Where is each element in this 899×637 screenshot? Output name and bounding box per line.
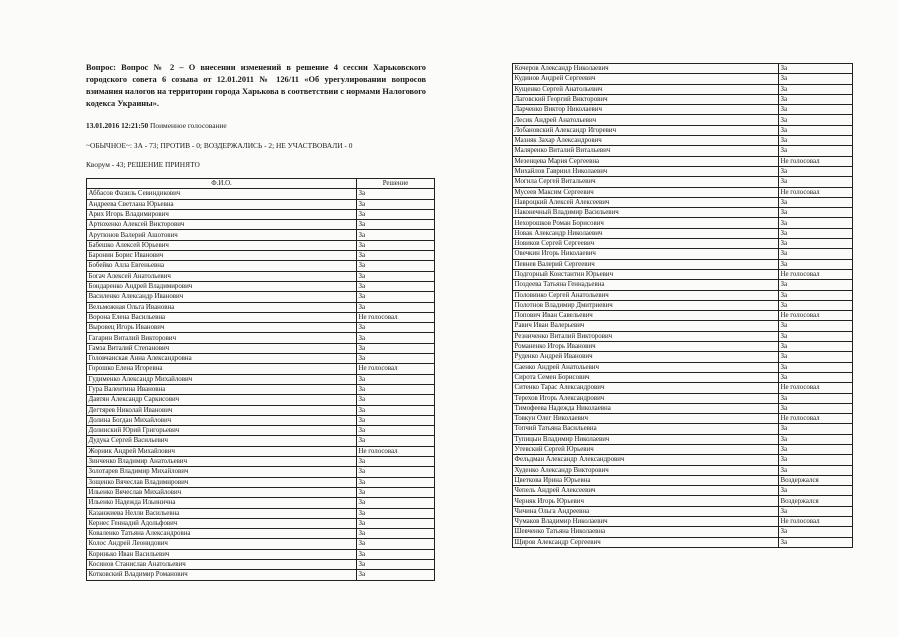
vote-decision: За [779,486,853,496]
vote-decision: Воздержался [779,496,853,506]
vote-decision: За [779,331,853,341]
deputy-name: Гудименко Александр Михайлович [87,374,357,384]
table-row [513,444,853,454]
table-row [87,199,435,209]
vote-decision: За [779,290,853,300]
table-row [513,136,853,146]
vote-decision: За [357,436,435,446]
quorum-result: Кворум - 43; РЕШЕНИЕ ПРИНЯТО [86,160,200,169]
table-row [87,209,435,219]
table-row [87,333,435,343]
deputy-name: Мазняк Захар Александрович [513,136,779,146]
vote-decision: За [779,300,853,310]
table-row [87,549,435,559]
table-row [513,517,853,527]
table-row [87,487,435,497]
vote-decision: За [357,343,435,353]
vote-decision: Не голосовал [779,269,853,279]
vote-decision: За [357,559,435,569]
deputy-name: Ильенко Вячеслав Михайлович [87,487,357,497]
deputy-name: Горошко Елена Игоревна [87,364,357,374]
vote-decision: За [357,426,435,436]
vote-decision: За [357,570,435,580]
vote-decision: За [357,189,435,199]
table-row [513,259,853,269]
table-row [513,74,853,84]
table-row [513,280,853,290]
table-row [513,362,853,372]
vote-decision: За [357,199,435,209]
table-row [87,539,435,549]
table-row [513,94,853,104]
deputy-name: Могила Сергей Витальевич [513,177,779,187]
deputy-name: Баронин Борис Иванович [87,251,357,261]
vote-decision: За [357,395,435,405]
table-row [513,105,853,115]
vote-decision: За [779,125,853,135]
table-row [513,342,853,352]
deputy-name: Кущенко Сергей Анатольевич [513,84,779,94]
deputy-name: Половинко Сергей Анатольевич [513,290,779,300]
vote-decision: Не голосовал [779,517,853,527]
table-row [87,302,435,312]
table-row [513,372,853,382]
deputy-name: Василенко Александр Иванович [87,292,357,302]
vote-decision: Не голосовал [357,312,435,322]
vote-decision: За [357,230,435,240]
vote-decision: За [357,405,435,415]
vote-type: Поименное голосование [148,121,227,130]
left-vote-table [86,178,435,581]
deputy-name: Гагарин Виталий Викторович [87,333,357,343]
vote-decision: За [779,321,853,331]
deputy-name: Навроцкий Алексей Алексеевич [513,197,779,207]
vote-decision: За [357,251,435,261]
vote-decision: За [357,539,435,549]
vote-decision: За [357,209,435,219]
deputy-name: Чепель Андрей Алексеевич [513,486,779,496]
vote-decision: За [779,280,853,290]
table-row [87,467,435,477]
deputy-name: Маляренко Виталий Витальевич [513,146,779,156]
table-header-row [87,179,435,189]
vote-decision: За [779,197,853,207]
deputy-name: Чумаков Владимир Николаевич [513,517,779,527]
vote-decision: Не голосовал [357,364,435,374]
table-row [87,364,435,374]
deputy-name: Худенко Александр Викторович [513,465,779,475]
vote-decision: За [779,506,853,516]
deputy-name: Аббасов Фазиль Севиндикович [87,189,357,199]
table-row [87,271,435,281]
deputy-name: Котковский Владимир Романович [87,570,357,580]
deputy-name: Гура Валентина Ивановна [87,384,357,394]
vote-decision: За [779,136,853,146]
table-row [87,457,435,467]
table-row [513,486,853,496]
deputy-name: Золотарев Владимир Михайлович [87,467,357,477]
deputy-name: Зощенко Вячеслав Владимирович [87,477,357,487]
right-table-body [513,64,853,548]
table-row [87,508,435,518]
table-row [87,436,435,446]
deputy-name: Ситенко Тарас Александрович [513,383,779,393]
deputy-name: Головчанская Анна Александровна [87,354,357,364]
vote-decision: За [779,208,853,218]
deputy-name: Мезенцева Мария Сергеевна [513,156,779,166]
deputy-name: Кудинов Андрей Сергеевич [513,74,779,84]
deputy-name: Казанжиева Нелли Васильевна [87,508,357,518]
deputy-name: Лесик Андрей Анатольевич [513,115,779,125]
vote-decision: За [779,146,853,156]
vote-decision: За [357,498,435,508]
vote-decision: За [357,261,435,271]
deputy-name: Щиров Александр Сергеевич [513,537,779,547]
deputy-name: Попович Иван Савельевич [513,311,779,321]
table-row [513,125,853,135]
deputy-name: Михайлов Гавриил Николаевич [513,166,779,176]
vote-decision: За [357,467,435,477]
table-row [513,383,853,393]
vote-decision: За [779,64,853,74]
deputy-name: Зинченко Владимир Анатольевич [87,457,357,467]
table-row [513,300,853,310]
deputy-name: Вельможная Ольга Ивановна [87,302,357,312]
vote-decision: Не голосовал [779,311,853,321]
vote-decision: За [779,105,853,115]
vote-decision: За [357,487,435,497]
vote-decision: За [357,333,435,343]
table-row [513,321,853,331]
deputy-name: Долинский Юрий Григорьевич [87,426,357,436]
right-vote-table [512,63,853,548]
table-row [87,374,435,384]
deputy-name: Долина Богдан Михайлович [87,415,357,425]
deputy-name: Ворона Елена Васильевна [87,312,357,322]
table-row [513,187,853,197]
deputy-name: Богач Алексей Анатольевич [87,271,357,281]
deputy-name: Полотнов Владимир Дмитриевич [513,300,779,310]
vote-decision: За [779,74,853,84]
vote-decision: За [357,323,435,333]
table-row [513,331,853,341]
deputy-name: Колос Андрей Леонидович [87,539,357,549]
table-row [513,156,853,166]
table-row [87,261,435,271]
vote-decision: За [779,362,853,372]
vote-decision: За [779,239,853,249]
vote-decision: За [357,518,435,528]
deputy-name: Новиков Сергей Сергеевич [513,239,779,249]
vote-decision: За [779,444,853,454]
deputy-name: Шевченко Татьяна Николаевна [513,527,779,537]
vote-decision: За [779,84,853,94]
table-row [87,230,435,240]
table-row [513,166,853,176]
vote-decision: За [357,508,435,518]
deputy-name: Романенко Игорь Иванович [513,342,779,352]
table-row [87,354,435,364]
vote-decision: За [779,537,853,547]
table-row [513,146,853,156]
deputy-name: Бобейко Алла Евгеньевна [87,261,357,271]
table-row [513,197,853,207]
table-row [513,290,853,300]
deputy-name: Жорник Андрей Михайлович [87,446,357,456]
deputy-name: Тимофеева Надежда Николаевна [513,403,779,413]
table-row [513,527,853,537]
deputy-name: Андреева Светлана Юрьевна [87,199,357,209]
table-row [87,312,435,322]
table-row [513,424,853,434]
table-row [513,177,853,187]
vote-decision: За [357,374,435,384]
vote-decision: За [779,455,853,465]
vote-time: 13.01.2016 12:21:50 [86,121,149,130]
table-row [87,343,435,353]
vote-decision: За [779,259,853,269]
table-row [87,323,435,333]
deputy-name: Давтян Александр Саркисович [87,395,357,405]
table-row [87,281,435,291]
table-row [87,384,435,394]
deputy-name: Артюхенко Алексей Викторович [87,220,357,230]
table-row [513,414,853,424]
vote-decision: За [779,115,853,125]
deputy-name: Бондаренко Андрей Владимирович [87,281,357,291]
vote-decision: За [779,177,853,187]
table-row [87,518,435,528]
vote-decision: За [357,457,435,467]
deputy-name: Арутюнов Валерий Ашотович [87,230,357,240]
vote-decision: Не голосовал [779,414,853,424]
vote-decision: За [779,218,853,228]
table-row [87,189,435,199]
vote-decision: За [357,281,435,291]
vote-decision: За [779,94,853,104]
vote-decision: За [779,249,853,259]
vote-decision: За [779,393,853,403]
deputy-name: Фельдман Александр Александрович [513,455,779,465]
vote-decision: За [779,372,853,382]
table-row [87,405,435,415]
deputy-name: Кернес Геннадий Адольфович [87,518,357,528]
table-row [513,465,853,475]
table-row [87,446,435,456]
table-row [513,393,853,403]
table-row [87,395,435,405]
deputy-name: Бабешко Алексей Юрьевич [87,240,357,250]
deputy-name: Ильенко Надежда Ильинична [87,498,357,508]
table-row [513,311,853,321]
vote-decision: За [357,302,435,312]
deputy-name: Мусеев Максим Сергеевич [513,187,779,197]
vote-decision: За [357,292,435,302]
vote-decision: За [779,352,853,362]
vote-time-line [86,121,227,130]
table-row [87,240,435,250]
deputy-name: Резниченко Виталий Викторович [513,331,779,341]
deputy-name: Топчий Татьяна Васильевна [513,424,779,434]
deputy-name: Чичина Ольга Андреевна [513,506,779,516]
deputy-name: Гамза Виталий Степанович [87,343,357,353]
table-row [513,208,853,218]
vote-decision: За [357,220,435,230]
deputy-name: Равич Иван Валерьевич [513,321,779,331]
deputy-name: Новак Александр Николаевич [513,228,779,238]
vote-decision: За [357,271,435,281]
vote-decision: За [779,342,853,352]
deputy-name: Тупицын Владимир Николаевич [513,434,779,444]
table-row [513,249,853,259]
vote-decision: Не голосовал [779,187,853,197]
table-row [87,415,435,425]
table-row [87,477,435,487]
deputy-name: Коваленко Татьяна Александровна [87,529,357,539]
deputy-name: Овечкин Игорь Николаевич [513,249,779,259]
deputy-name: Подгорный Константин Юрьевич [513,269,779,279]
vote-decision: За [779,465,853,475]
deputy-name: Арих Игорь Владимирович [87,209,357,219]
table-row [513,239,853,249]
deputy-name: Коринько Иван Васильевич [87,549,357,559]
deputy-name: Руденко Андрей Иванович [513,352,779,362]
vote-decision: Не голосовал [779,383,853,393]
table-row [87,292,435,302]
table-row [87,426,435,436]
table-row [87,529,435,539]
deputy-name: Терехов Игорь Александрович [513,393,779,403]
deputy-name: Поздеева Татьяна Геннадьевна [513,280,779,290]
table-row [87,251,435,261]
table-row [513,434,853,444]
vote-decision: За [779,228,853,238]
deputy-name: Лаговский Георгий Викторович [513,94,779,104]
vote-decision: За [779,434,853,444]
table-row [513,455,853,465]
header-decision: Решение [357,179,435,189]
vote-decision: За [779,424,853,434]
deputy-name: Косинов Станислав Анатольевич [87,559,357,569]
left-table-body [87,189,435,580]
table-row [513,537,853,547]
vote-decision: За [779,166,853,176]
vote-decision: Не голосовал [357,446,435,456]
table-row [513,218,853,228]
vote-decision: За [779,403,853,413]
table-row [87,220,435,230]
deputy-name: Кочеров Александр Николаевич [513,64,779,74]
deputy-name: Черняк Игорь Юрьевич [513,496,779,506]
deputy-name: Наконечный Владимир Васильевич [513,208,779,218]
vote-decision: За [357,384,435,394]
deputy-name: Сирота Семен Борисович [513,372,779,382]
deputy-name: Товкун Олег Николаевич [513,414,779,424]
table-row [513,228,853,238]
deputy-name: Ларченко Виктор Николаевич [513,105,779,115]
table-row [513,84,853,94]
question-paragraph: Вопрос: Вопрос № 2 – О внесении изменений в решение 4 сессии Харьковского городского совета 6 созыва от 12.01.2011 № 126/11 «Об урегулировании вопросов взимания налогов на территории города Харькова в соответствии с нормами Налогового кодекса Украины». [86,63,426,108]
table-row [513,506,853,516]
deputy-name: Цветкова Ирина Юрьевна [513,475,779,485]
table-row [513,269,853,279]
deputy-name: Саенко Андрей Анатольевич [513,362,779,372]
deputy-name: Лобановский Александр Игоревич [513,125,779,135]
table-row [513,115,853,125]
vote-decision: За [779,527,853,537]
deputy-name: Утевский Сергей Юрьевич [513,444,779,454]
vote-decision: За [357,549,435,559]
table-row [87,559,435,569]
deputy-name: Певнев Валерий Сергеевич [513,259,779,269]
header-name: Ф.И.О. [87,179,357,189]
vote-summary: ~ОБЫЧНОЕ~: ЗА - 73; ПРОТИВ - 0; ВОЗДЕРЖАЛИСЬ - 2; НЕ УЧАСТВОВАЛИ - 0 [86,141,353,150]
table-row [513,475,853,485]
table-row [513,403,853,413]
deputy-name: Дудука Сергей Васильевич [87,436,357,446]
table-row [513,352,853,362]
deputy-name: Дегтярев Николай Иванович [87,405,357,415]
table-row [87,570,435,580]
vote-decision: За [357,477,435,487]
vote-decision: За [357,415,435,425]
deputy-name: Выровец Игорь Иванович [87,323,357,333]
vote-decision: За [357,529,435,539]
vote-decision: Воздержался [779,475,853,485]
vote-decision: Не голосовал [779,156,853,166]
deputy-name: Нехорошков Роман Борисович [513,218,779,228]
table-row [513,496,853,506]
table-row [87,498,435,508]
vote-decision: За [357,240,435,250]
vote-decision: За [357,354,435,364]
table-row [513,64,853,74]
